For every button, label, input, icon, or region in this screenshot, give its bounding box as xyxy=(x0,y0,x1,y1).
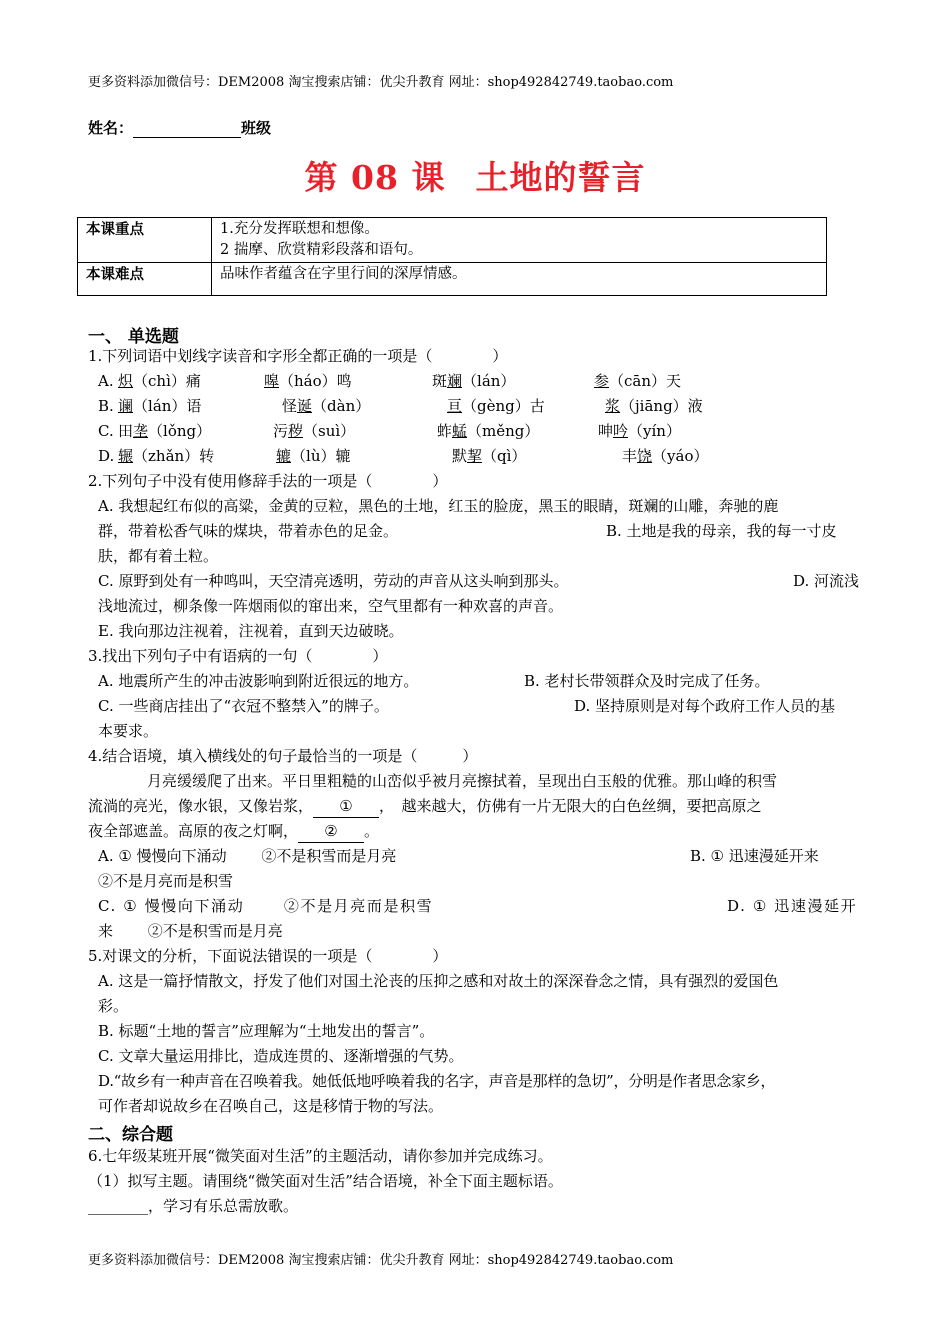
section-heading-single-choice: 一、 单选题 xyxy=(88,327,179,347)
q1-option-b-word4: 浆（jiāng）液 xyxy=(605,397,703,415)
q1-option-c-label: C. xyxy=(98,422,114,440)
q4-option-d: D. ① 迅速漫延开 xyxy=(727,897,858,915)
q4-passage-line1: 月亮缓缓爬了出来。平日里粗糙的山峦似乎被月亮擦拭着，呈现出白玉般的优雅。那山峰的积雪 xyxy=(147,772,778,790)
q5-line: B. 标题“土地的誓言”应理解为“土地发出的誓言”。 xyxy=(98,1022,435,1040)
q2-line: E. 我向那边注视着，注视着，直到天边破晓。 xyxy=(98,622,404,640)
q2-line: D. 河流浅 xyxy=(793,572,860,590)
difficult-point-label: 本课难点 xyxy=(78,263,212,296)
lesson-name: 土地的誓言 xyxy=(475,158,646,197)
q1-option-b-label: B. xyxy=(98,397,114,415)
q1-option-b-word3: 亘（gèng）古 xyxy=(447,397,545,415)
question-3-stem: 3.找出下列句子中有语病的一句（ ） xyxy=(88,647,388,665)
key-point-label: 本课重点 xyxy=(78,218,212,263)
q4-blank-2[interactable]: ② xyxy=(298,820,364,843)
q5-line: 可作者却说故乡在召唤自己，这是移情于物的写法。 xyxy=(98,1097,444,1115)
lesson-focus-table xyxy=(77,217,827,296)
q1-option-a-word2: 嗥（háo）鸣 xyxy=(264,372,352,390)
q2-line: B. 土地是我的母亲，我的每一寸皮 xyxy=(606,522,837,540)
q3-option-b: B. 老村长带领群众及时完成了任务。 xyxy=(524,672,770,690)
q3-option-c: C. 一些商店挂出了“衣冠不整禁入”的牌子。 xyxy=(98,697,389,715)
q3-option-a: A. 地震所产生的冲击波影响到附近很远的地方。 xyxy=(98,672,419,690)
q6-slogan-line: ________，学习有乐总需放歌。 xyxy=(88,1197,299,1215)
q1-option-c-word3: 蚱蜢（měng） xyxy=(437,422,540,440)
q1-option-a-word4: 参（cān）天 xyxy=(594,372,682,390)
q1-option-d-label: D. xyxy=(98,447,115,465)
difficult-point-content: 品味作者蕴含在字里行间的深厚情感。 xyxy=(212,263,827,296)
table-row xyxy=(78,263,827,296)
q2-line: 肤，都有着土粒。 xyxy=(98,547,219,565)
lesson-title xyxy=(0,152,950,199)
q2-line: 浅地流过，柳条像一阵烟雨似的窜出来，空气里都有一种欢喜的声音。 xyxy=(98,597,564,615)
q1-option-c-word1: 田垄（lǒng） xyxy=(118,422,212,440)
q1-option-c-word4: 呻吟（yín） xyxy=(598,422,681,440)
q4-option-b: B. ① 迅速漫延开来 xyxy=(690,847,819,865)
q3-option-d: D. 坚持原则是对每个政府工作人员的基 xyxy=(574,697,836,715)
q6-slogan-blank[interactable]: ________ xyxy=(88,1197,148,1215)
q5-line: A. 这是一篇抒情散文，抒发了他们对国土沦丧的压抑之感和对故土的深深眷念之情，具有强烈的爱国色 xyxy=(98,972,779,990)
question-5-stem: 5.对课文的分析，下面说法错误的一项是（ ） xyxy=(88,947,448,965)
q4-option-c: C. ① 慢慢向下涌动 ②不是月亮而是积雪 xyxy=(98,897,434,915)
name-blank[interactable] xyxy=(133,123,241,138)
q5-line: D.“故乡有一种声音在召唤着我。她低低地呼唤着我的名字，声音是那样的急切”，分明是作者思念家乡， xyxy=(98,1072,776,1090)
q3-option-d-cont: 本要求。 xyxy=(98,722,159,740)
name-label: 姓名： xyxy=(88,119,134,137)
key-point-2: 2 揣摩、欣赏精彩段落和语句。 xyxy=(220,242,423,258)
lesson-number: 第 08 课 xyxy=(304,158,446,197)
q1-option-a-word3: 斑斓（lán） xyxy=(432,372,516,390)
q4-passage-line2: 流淌的亮光，像水银，又像岩浆， ① ， 越来越大，仿佛有一片无限大的白色丝绸，要把高原之 xyxy=(88,795,762,818)
q1-option-a-word1: 炽（chì）痛 xyxy=(118,372,201,390)
q4-option-b-cont: ②不是月亮而是积雪 xyxy=(98,872,234,890)
page-header: 更多资料添加微信号：DEM2008 淘宝搜索店铺：优尖升教育 网址：shop492842749.taobao.com xyxy=(88,75,674,90)
name-class-line xyxy=(88,117,271,138)
q1-option-d-word1: 辗（zhǎn）转 xyxy=(118,447,215,465)
q1-option-d-word3: 默挈（qì） xyxy=(452,447,527,465)
class-label: 班级 xyxy=(241,119,272,137)
q5-line: C. 文章大量运用排比，造成连贯的、逐渐增强的气势。 xyxy=(98,1047,464,1065)
section-heading-comprehensive: 二、综合题 xyxy=(88,1125,173,1145)
q1-option-d-word2: 辘（lù）辘 xyxy=(276,447,351,465)
key-point-1: 1.充分发挥联想和想像。 xyxy=(220,221,379,237)
q1-option-b-word1: 谰（lán）语 xyxy=(118,397,202,415)
q1-option-a-label: A. xyxy=(98,372,114,390)
key-point-content xyxy=(212,218,827,263)
q4-passage-line3: 夜全部遮盖。高原的夜之灯啊， ② 。 xyxy=(88,820,379,843)
question-6-stem: 6.七年级某班开展“微笑面对生活”的主题活动，请你参加并完成练习。 xyxy=(88,1147,553,1165)
q4-option-d-cont: 来 ②不是积雪而是月亮 xyxy=(98,922,283,940)
question-2-stem: 2.下列句子中没有使用修辞手法的一项是（ ） xyxy=(88,472,448,490)
question-4-stem: 4.结合语境，填入横线处的句子最恰当的一项是（ ） xyxy=(88,747,478,765)
q6-sub-1: （1）拟写主题。请围绕“微笑面对生活”结合语境，补全下面主题标语。 xyxy=(88,1172,563,1190)
q2-line: A. 我想起红布似的高粱，金黄的豆粒，黑色的土地，红玉的脸庞，黑玉的眼睛，斑斓的山雕，奔驰的鹿 xyxy=(98,497,779,515)
question-1-stem: 1.下列词语中划线字读音和字形全都正确的一项是（ ） xyxy=(88,347,508,365)
q2-line: C. 原野到处有一种鸣叫，天空清亮透明，劳动的声音从这头响到那头。 xyxy=(98,572,569,590)
q1-option-b-word2: 怪诞（dàn） xyxy=(282,397,371,415)
q5-line: 彩。 xyxy=(98,997,129,1015)
q1-option-d-word4: 丰饶（yáo） xyxy=(622,447,709,465)
page-footer: 更多资料添加微信号：DEM2008 淘宝搜索店铺：优尖升教育 网址：shop492842749.taobao.com xyxy=(88,1253,674,1268)
q4-blank-1[interactable]: ① xyxy=(313,795,379,818)
table-row xyxy=(78,218,827,263)
q1-option-c-word2: 污秽（suì） xyxy=(273,422,356,440)
q2-line: 群，带着松香气味的煤块，带着赤色的足金。 xyxy=(98,522,399,540)
q4-option-a: A. ① 慢慢向下涌动 ②不是积雪而是月亮 xyxy=(98,847,397,865)
